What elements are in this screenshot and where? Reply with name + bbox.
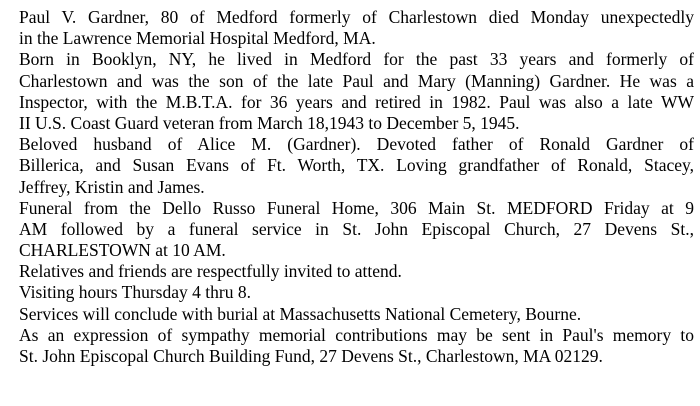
- obituary-line-7: Beloved husband of Alice M. (Gardner). Devoted father of Ronald Gardner of: [19, 134, 694, 155]
- obituary-line-11: AM followed by a funeral service in St. John Episcopal Church, 27 Devens St.,: [19, 218, 694, 239]
- obituary-line-5: Inspector, with the M.B.T.A. for 36 years and retired in 1982. Paul was also a late WW: [19, 91, 694, 112]
- obituary-line-1: Paul V. Gardner, 80 of Medford formerly of Charlestown died Monday unexpectedly: [19, 7, 694, 27]
- obituary-line-14: Visiting hours Thursday 4 thru 8.: [19, 282, 251, 303]
- obituary-line-12: CHARLESTOWN at 10 AM.: [19, 240, 226, 261]
- obituary-line-13: Relatives and friends are respectfully invited to attend.: [19, 261, 402, 282]
- obituary-line-3: Born in Booklyn, NY, he lived in Medford for the past 33 years and formerly of: [19, 49, 694, 70]
- obituary-line-16: As an expression of sympathy memorial contributions may be sent in Paul's memory to: [19, 324, 694, 345]
- obituary-line-4: Charlestown and was the son of the late Paul and Mary (Manning) Gardner. He was a: [19, 70, 694, 91]
- obituary-line-8: Billerica, and Susan Evans of Ft. Worth, TX. Loving grandfather of Ronald, Stacey,: [19, 155, 694, 176]
- obituary-line-10: Funeral from the Dello Russo Funeral Home, 306 Main St. MEDFORD Friday at 9: [19, 197, 694, 218]
- obituary-line-15: Services will conclude with burial at Massachusetts National Cemetery, Bourne.: [19, 303, 582, 324]
- obituary-line-2: in the Lawrence Memorial Hospital Medford, MA.: [19, 28, 376, 49]
- obituary-line-17: St. John Episcopal Church Building Fund, 27 Devens St., Charlestown, MA 02129.: [19, 346, 603, 366]
- obituary-line-9: Jeffrey, Kristin and James.: [19, 176, 205, 197]
- obituary-line-6: II U.S. Coast Guard veteran from March 18,1943 to December 5, 1945.: [19, 112, 520, 133]
